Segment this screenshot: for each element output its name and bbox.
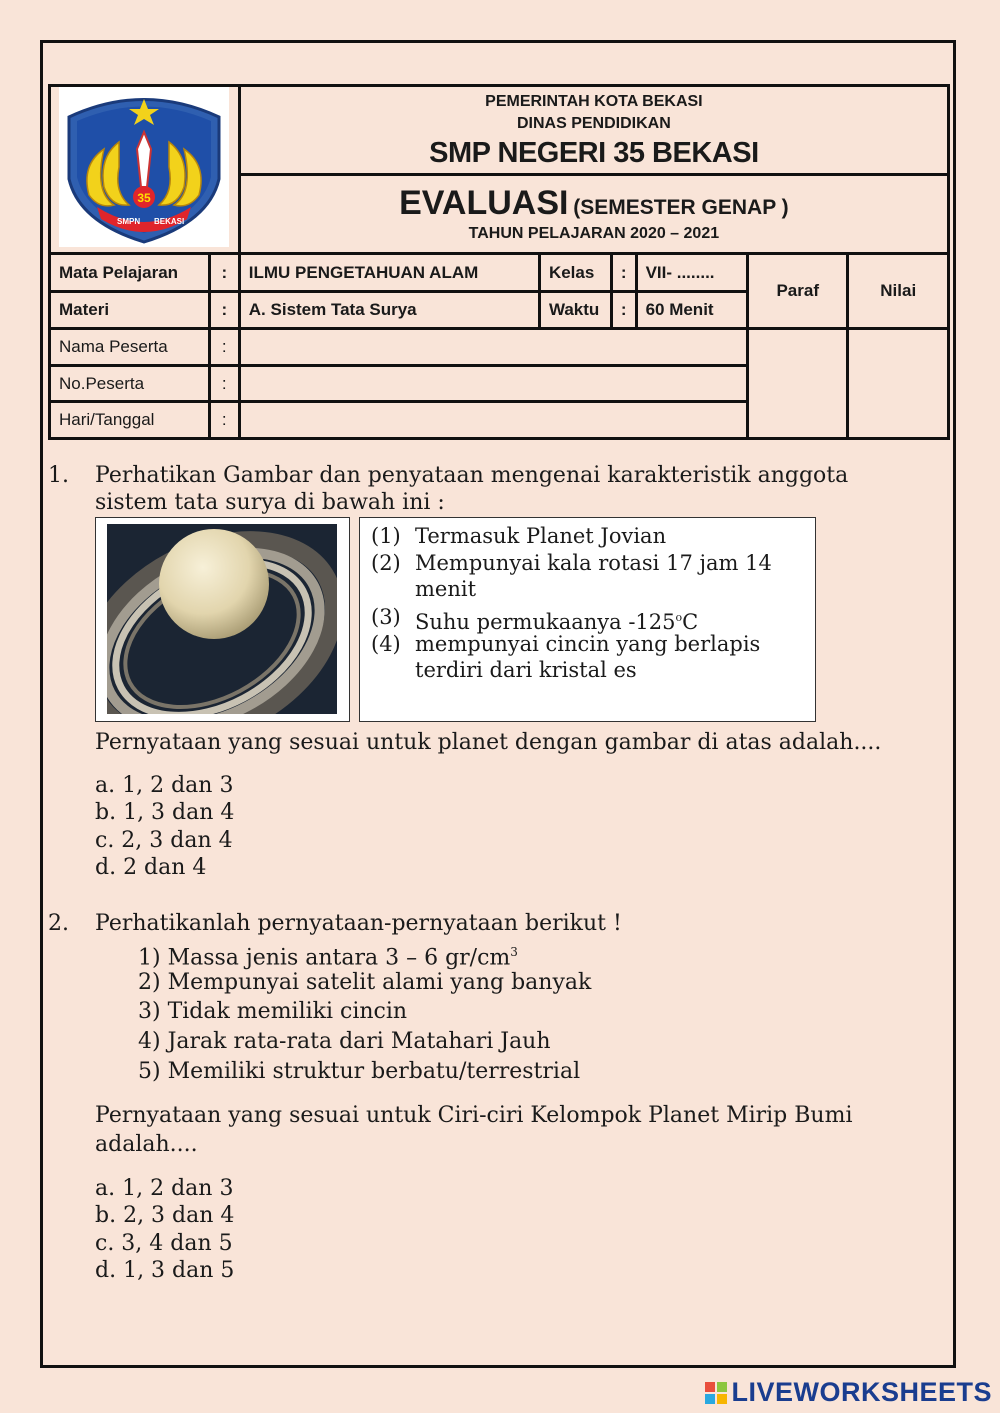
saturn-image [107,524,337,714]
q1-stmt-1: Termasuk Planet Jovian [415,524,667,548]
q1-stmt-number: (2) [371,551,401,575]
institution-line1: PEMERINTAH KOTA BEKASI [485,93,703,111]
header-table [48,84,950,440]
q1-stmt-3: Suhu permukaanya -125$^o$C [415,610,699,634]
q1-number: 1. [48,463,69,488]
q2-prompt-cont: adalah.... [95,1132,198,1157]
institution-line2: DINAS PENDIDIKAN [516,115,671,133]
q2-intro: Perhatikanlah pernyataan-pernyataan berikut ! [95,911,622,936]
kelas-label: Kelas [539,254,611,292]
kelas-value: VII- ........ [636,254,747,292]
colon: : [209,254,239,292]
nopes-label: No.Peserta [50,366,210,402]
evaluation-cell [239,175,948,254]
waktu-label: Waktu [539,292,611,329]
saturn-image-frame [95,517,350,722]
q2-stmt-2: 2) Mempunyai satelit alami yang banyak [138,970,592,995]
colon: : [209,292,239,329]
q1-line1: Perhatikan Gambar dan penyataan mengenai karakteristik anggota [95,463,849,488]
materi-value: A. Sistem Tata Surya [239,292,539,329]
q2-option-c[interactable]: c. 3, 4 dan 5 [95,1231,233,1256]
logo-cell [50,86,240,254]
q2-option-b[interactable]: b. 2, 3 dan 4 [95,1203,235,1228]
watermark-text: LIVEWORKSHEETS [731,1377,992,1407]
liveworksheets-watermark [705,1377,992,1408]
evaluation-subtitle: (SEMESTER GENAP ) [573,195,789,219]
q1-stmt-number: (3) [371,605,401,629]
q1-option-c[interactable]: c. 2, 3 dan 4 [95,828,233,853]
colon: : [611,292,636,329]
mapel-value: ILMU PENGETAHUAN ALAM [239,254,539,292]
q1-prompt: Pernyataan yang sesuai untuk planet dengan gambar di atas adalah.... [95,730,882,755]
nama-field[interactable] [239,329,747,366]
school-name: SMP NEGERI 35 BEKASI [429,137,759,170]
q2-option-d[interactable]: d. 1, 3 dan 5 [95,1258,235,1283]
q1-option-a[interactable]: a. 1, 2 dan 3 [95,773,234,798]
materi-label: Materi [50,292,210,329]
q1-stmt-4: mempunyai cincin yang berlapis [415,632,761,656]
institution-cell [239,86,948,175]
colon: : [209,329,239,366]
svg-text:SMPN: SMPN [117,217,141,226]
q2-option-a[interactable]: a. 1, 2 dan 3 [95,1176,234,1201]
q1-stmt-number: (4) [371,632,401,656]
colon: : [209,366,239,402]
svg-text:35: 35 [137,191,152,205]
waktu-value: 60 Menit [636,292,747,329]
q1-stmt-number: (1) [371,524,401,548]
nilai-field[interactable] [848,329,949,439]
hari-field[interactable] [239,402,747,439]
nilai-header: Nilai [848,254,949,329]
paraf-field[interactable] [747,329,848,439]
q2-stmt-3: 3) Tidak memiliki cincin [138,999,408,1024]
nama-label: Nama Peserta [50,329,210,366]
q2-number: 2. [48,911,69,936]
hari-label: Hari/Tanggal [50,402,210,439]
q2-stmt-5: 5) Memiliki struktur berbatu/terrestrial [138,1059,581,1084]
paraf-header: Paraf [747,254,848,329]
nopes-field[interactable] [239,366,747,402]
q1-stmt-2-cont: menit [415,577,477,601]
q1-option-d[interactable]: d. 2 dan 4 [95,855,207,880]
svg-text:BEKASI: BEKASI [154,217,185,226]
colon: : [611,254,636,292]
q1-option-b[interactable]: b. 1, 3 dan 4 [95,800,235,825]
colon: : [209,402,239,439]
q2-prompt: Pernyataan yang sesuai untuk Ciri-ciri Kelompok Planet Mirip Bumi [95,1103,853,1128]
q1-stmt-4-cont: terdiri dari kristal es [415,658,637,682]
evaluation-title: EVALUASI [399,183,569,222]
liveworksheets-logo-icon [705,1382,727,1404]
q1-line2: sistem tata surya di bawah ini : [95,490,445,515]
statements-box [359,517,816,722]
q1-stmt-2: Mempunyai kala rotasi 17 jam 14 [415,551,772,575]
school-logo [59,87,229,247]
q2-stmt-1: 1) Massa jenis antara 3 – 6 $gr/cm^3$ [138,945,518,971]
mapel-label: Mata Pelajaran [50,254,210,292]
academic-year: TAHUN PELAJARAN 2020 – 2021 [468,224,720,242]
q2-stmt-4: 4) Jarak rata-rata dari Matahari Jauh [138,1029,551,1054]
